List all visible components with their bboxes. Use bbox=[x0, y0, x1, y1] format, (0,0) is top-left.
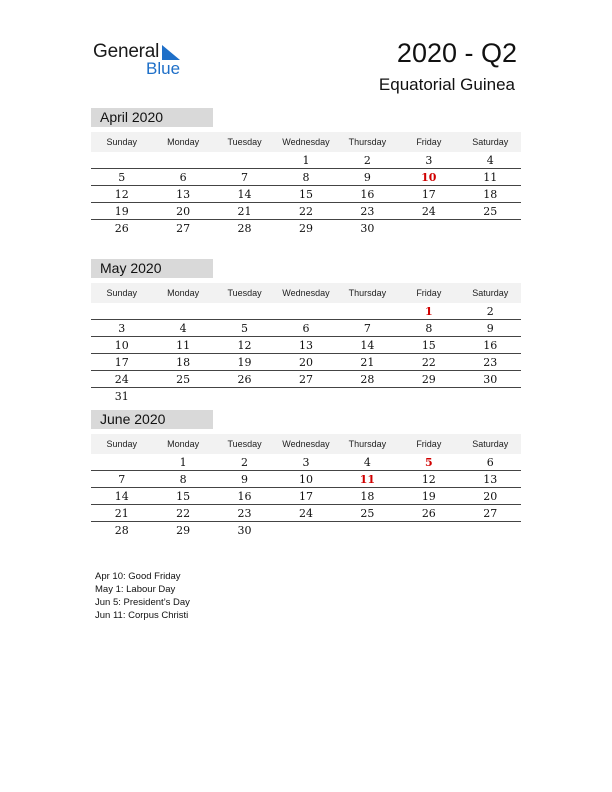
day-cell: 2 bbox=[241, 455, 249, 469]
day-cell: 25 bbox=[176, 372, 191, 386]
day-cell: 29 bbox=[421, 372, 436, 386]
month-june bbox=[91, 410, 521, 538]
day-cell: 17 bbox=[114, 355, 129, 369]
week-row bbox=[91, 354, 521, 371]
week-row bbox=[91, 152, 521, 169]
day-cell: 29 bbox=[298, 221, 313, 235]
day-cell: 23 bbox=[237, 506, 252, 520]
weekday-label: Thursday bbox=[348, 137, 387, 147]
day-cell: 29 bbox=[176, 523, 191, 537]
day-cell: 21 bbox=[114, 506, 129, 520]
day-cell: 5 bbox=[118, 170, 126, 184]
day-cell: 24 bbox=[114, 372, 129, 386]
day-cell: 20 bbox=[298, 355, 313, 369]
page-title: 2020 - Q2 bbox=[396, 38, 517, 68]
day-cell: 9 bbox=[363, 170, 371, 184]
calendar-grid bbox=[91, 454, 521, 538]
day-cell: 21 bbox=[360, 355, 375, 369]
day-cell: 14 bbox=[237, 187, 252, 201]
day-cell: 15 bbox=[421, 338, 436, 352]
day-cell: 2 bbox=[363, 153, 371, 167]
day-cell: 11 bbox=[483, 170, 498, 184]
day-cell: 11 bbox=[176, 338, 191, 352]
day-cell: 18 bbox=[483, 187, 498, 201]
day-cell: 26 bbox=[421, 506, 436, 520]
day-cell: 24 bbox=[421, 204, 436, 218]
weekday-header bbox=[91, 132, 521, 152]
weekday-label: Friday bbox=[416, 288, 442, 298]
day-cell: 31 bbox=[114, 389, 129, 403]
day-cell: 24 bbox=[298, 506, 313, 520]
day-cell: 16 bbox=[360, 187, 375, 201]
day-cell: 28 bbox=[360, 372, 375, 386]
day-cell: 22 bbox=[421, 355, 436, 369]
day-cell: 20 bbox=[176, 204, 191, 218]
day-cell: 3 bbox=[425, 153, 433, 167]
weekday-header bbox=[91, 283, 521, 303]
day-cell: 27 bbox=[483, 506, 498, 520]
weekday-label: Monday bbox=[167, 288, 200, 298]
day-cell: 22 bbox=[176, 506, 191, 520]
day-cell: 6 bbox=[486, 455, 494, 469]
weekday-label: Sunday bbox=[106, 288, 137, 298]
month-label: June 2020 bbox=[91, 410, 213, 429]
weekday-header bbox=[91, 434, 521, 454]
holiday-day-cell: 10 bbox=[421, 170, 437, 184]
weekday-label: Thursday bbox=[348, 439, 387, 449]
week-row bbox=[91, 203, 521, 220]
month-label: April 2020 bbox=[91, 108, 213, 127]
day-cell: 12 bbox=[421, 472, 436, 486]
holiday-list bbox=[95, 570, 190, 622]
day-cell: 15 bbox=[298, 187, 313, 201]
week-row bbox=[91, 488, 521, 505]
calendar-grid bbox=[91, 152, 521, 236]
day-cell: 8 bbox=[302, 170, 310, 184]
day-cell: 4 bbox=[179, 321, 187, 335]
day-cell: 19 bbox=[421, 489, 436, 503]
week-row bbox=[91, 320, 521, 337]
day-cell: 9 bbox=[486, 321, 494, 335]
weekday-label: Sunday bbox=[106, 137, 137, 147]
day-cell: 28 bbox=[237, 221, 252, 235]
day-cell: 23 bbox=[483, 355, 498, 369]
day-cell: 17 bbox=[421, 187, 436, 201]
day-cell: 10 bbox=[298, 472, 313, 486]
day-cell: 6 bbox=[302, 321, 310, 335]
day-cell: 18 bbox=[176, 355, 191, 369]
day-cell: 5 bbox=[241, 321, 249, 335]
month-label: May 2020 bbox=[91, 259, 213, 278]
week-row bbox=[91, 522, 521, 538]
day-cell: 27 bbox=[176, 221, 191, 235]
weekday-label: Wednesday bbox=[282, 137, 330, 147]
day-cell: 6 bbox=[179, 170, 187, 184]
day-cell: 28 bbox=[114, 523, 129, 537]
day-cell: 19 bbox=[114, 204, 129, 218]
weekday-label: Tuesday bbox=[227, 137, 262, 147]
week-row bbox=[91, 505, 521, 522]
day-cell: 8 bbox=[179, 472, 187, 486]
day-cell: 30 bbox=[483, 372, 498, 386]
calendar-grid bbox=[91, 303, 521, 404]
day-cell: 7 bbox=[118, 472, 126, 486]
day-cell: 30 bbox=[360, 221, 375, 235]
day-cell: 25 bbox=[483, 204, 498, 218]
holiday-item: Jun 11: Corpus Christi bbox=[95, 610, 189, 621]
holiday-day-cell: 5 bbox=[424, 455, 433, 469]
weekday-label: Saturday bbox=[472, 137, 509, 147]
week-row bbox=[91, 471, 521, 488]
day-cell: 12 bbox=[114, 187, 129, 201]
day-cell: 13 bbox=[483, 472, 498, 486]
weekday-label: Friday bbox=[416, 439, 442, 449]
logo bbox=[93, 41, 193, 81]
day-cell: 8 bbox=[425, 321, 433, 335]
day-cell: 26 bbox=[237, 372, 252, 386]
weekday-label: Wednesday bbox=[282, 288, 330, 298]
holiday-item: Apr 10: Good Friday bbox=[95, 571, 181, 582]
day-cell: 22 bbox=[298, 204, 313, 218]
logo-blue-text: Blue bbox=[146, 59, 181, 78]
day-cell: 17 bbox=[298, 489, 313, 503]
day-cell: 16 bbox=[237, 489, 252, 503]
week-row bbox=[91, 303, 521, 320]
day-cell: 3 bbox=[118, 321, 126, 335]
day-cell: 2 bbox=[486, 304, 494, 318]
day-cell: 30 bbox=[237, 523, 252, 537]
weekday-label: Saturday bbox=[472, 439, 509, 449]
day-cell: 1 bbox=[179, 455, 187, 469]
week-row bbox=[91, 454, 521, 471]
weekday-label: Thursday bbox=[348, 288, 387, 298]
day-cell: 21 bbox=[237, 204, 252, 218]
week-row bbox=[91, 388, 521, 404]
week-row bbox=[91, 186, 521, 203]
week-row bbox=[91, 371, 521, 388]
week-row bbox=[91, 337, 521, 354]
day-cell: 12 bbox=[237, 338, 252, 352]
day-cell: 18 bbox=[360, 489, 375, 503]
month-april bbox=[91, 108, 521, 236]
day-cell: 13 bbox=[176, 187, 191, 201]
day-cell: 26 bbox=[114, 221, 129, 235]
day-cell: 7 bbox=[241, 170, 249, 184]
weekday-label: Monday bbox=[167, 137, 200, 147]
holiday-item: May 1: Labour Day bbox=[95, 584, 176, 595]
day-cell: 7 bbox=[363, 321, 371, 335]
month-may bbox=[91, 259, 521, 404]
weekday-label: Monday bbox=[167, 439, 200, 449]
country-name: Equatorial Guinea bbox=[378, 75, 515, 94]
day-cell: 27 bbox=[298, 372, 313, 386]
day-cell: 23 bbox=[360, 204, 375, 218]
weekday-label: Sunday bbox=[106, 439, 137, 449]
weekday-label: Tuesday bbox=[227, 288, 262, 298]
holiday-day-cell: 1 bbox=[424, 304, 433, 318]
holiday-day-cell: 11 bbox=[359, 472, 376, 486]
holiday-item: Jun 5: President’s Day bbox=[95, 597, 190, 608]
weekday-label: Saturday bbox=[472, 288, 509, 298]
day-cell: 15 bbox=[176, 489, 191, 503]
weekday-label: Wednesday bbox=[282, 439, 330, 449]
day-cell: 25 bbox=[360, 506, 375, 520]
day-cell: 20 bbox=[483, 489, 498, 503]
weekday-label: Tuesday bbox=[227, 439, 262, 449]
logo-general-text: General bbox=[93, 41, 160, 62]
week-row bbox=[91, 220, 521, 236]
week-row bbox=[91, 169, 521, 186]
day-cell: 14 bbox=[360, 338, 375, 352]
day-cell: 14 bbox=[114, 489, 129, 503]
day-cell: 13 bbox=[298, 338, 313, 352]
day-cell: 3 bbox=[302, 455, 310, 469]
day-cell: 1 bbox=[302, 153, 310, 167]
day-cell: 19 bbox=[237, 355, 252, 369]
day-cell: 9 bbox=[241, 472, 249, 486]
weekday-label: Friday bbox=[416, 137, 442, 147]
day-cell: 16 bbox=[483, 338, 498, 352]
day-cell: 10 bbox=[114, 338, 129, 352]
day-cell: 4 bbox=[363, 455, 371, 469]
day-cell: 4 bbox=[486, 153, 494, 167]
